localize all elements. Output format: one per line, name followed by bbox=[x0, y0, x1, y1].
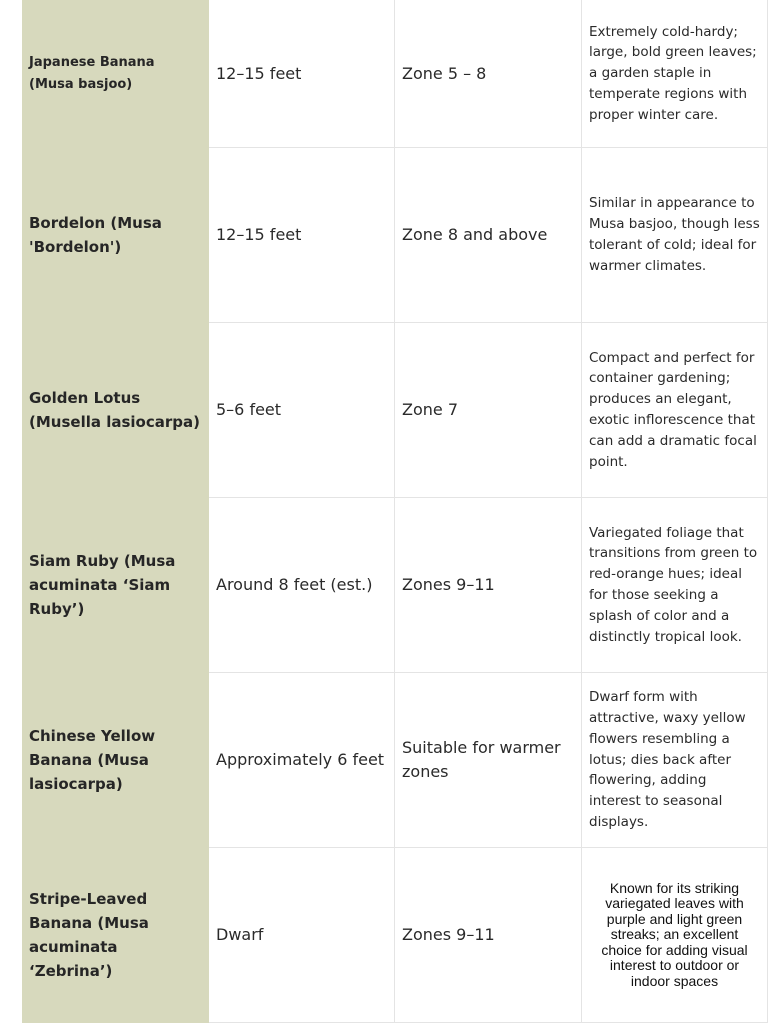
zone-cell bbox=[395, 323, 582, 498]
height-cell bbox=[209, 848, 395, 1023]
zone-cell bbox=[395, 673, 582, 848]
variety-notes: Extremely cold-hardy; large, bold green leaves; a garden staple in temperate regions with proper winter care. bbox=[589, 23, 757, 123]
notes-cell bbox=[582, 0, 768, 148]
height-cell bbox=[209, 673, 395, 848]
table-row bbox=[22, 498, 768, 673]
variety-name-cell bbox=[22, 148, 209, 323]
hardiness-zone: Zone 7 bbox=[402, 400, 458, 419]
variety-name: Bordelon (Musa 'Bordelon') bbox=[29, 214, 162, 256]
banana-varieties-table bbox=[22, 0, 768, 1023]
table-row bbox=[22, 148, 768, 323]
table-row bbox=[22, 673, 768, 848]
variety-name: Japanese Banana (Musa basjoo) bbox=[29, 54, 155, 92]
hardiness-zone: Suitable for warmer zones bbox=[402, 738, 561, 781]
variety-notes: Compact and perfect for container gardening; produces an elegant, exotic inflorescence that can add a dramatic focal point. bbox=[589, 349, 757, 470]
variety-name-cell bbox=[22, 848, 209, 1023]
zone-cell bbox=[395, 848, 582, 1023]
hardiness-zone: Zones 9–11 bbox=[402, 925, 495, 944]
hardiness-zone: Zones 9–11 bbox=[402, 575, 495, 594]
mature-height: Approximately 6 feet bbox=[216, 750, 385, 769]
variety-notes: Dwarf form with attractive, waxy yellow flowers resembling a lotus; dies back after flowering, adding interest to seasonal displays. bbox=[589, 689, 746, 830]
variety-name-cell bbox=[22, 323, 209, 498]
variety-name: Stripe-Leaved Banana (Musa acuminata ‘Zebrina’) bbox=[29, 890, 149, 980]
table-row bbox=[22, 0, 768, 148]
mature-height: 12–15 feet bbox=[216, 225, 302, 244]
notes-cell bbox=[582, 323, 768, 498]
variety-name: Siam Ruby (Musa acuminata ‘Siam Ruby’) bbox=[29, 552, 176, 618]
mature-height: Around 8 feet (est.) bbox=[216, 575, 373, 594]
variety-notes: Similar in appearance to Musa basjoo, though less tolerant of cold; ideal for warmer climates. bbox=[589, 195, 760, 274]
table-row bbox=[22, 848, 768, 1023]
zone-cell bbox=[395, 498, 582, 673]
height-cell bbox=[209, 0, 395, 148]
variety-name-cell bbox=[22, 0, 209, 148]
height-cell bbox=[209, 148, 395, 323]
mature-height: 5–6 feet bbox=[216, 400, 282, 419]
table-row bbox=[22, 323, 768, 498]
zone-cell bbox=[395, 0, 582, 148]
variety-name: Golden Lotus (Musella lasiocarpa) bbox=[29, 389, 200, 431]
hardiness-zone: Zone 5 – 8 bbox=[402, 63, 487, 83]
variety-notes: Known for its striking variegated leaves with purple and light green streaks; an excellent choice for adding visual interest to outdoor or indoor spaces bbox=[601, 879, 748, 989]
height-cell bbox=[209, 323, 395, 498]
variety-notes: Variegated foliage that transitions from green to red-orange hues; ideal for those seeking a splash of color and a distinctly tropical look. bbox=[589, 524, 758, 645]
notes-cell bbox=[582, 148, 768, 323]
variety-name-cell bbox=[22, 673, 209, 848]
variety-name-cell bbox=[22, 498, 209, 673]
hardiness-zone: Zone 8 and above bbox=[402, 225, 548, 244]
notes-cell bbox=[582, 498, 768, 673]
variety-name: Chinese Yellow Banana (Musa lasiocarpa) bbox=[29, 727, 156, 793]
mature-height: Dwarf bbox=[216, 925, 264, 944]
notes-cell bbox=[582, 848, 768, 1023]
mature-height: 12–15 feet bbox=[216, 63, 302, 83]
height-cell bbox=[209, 498, 395, 673]
zone-cell bbox=[395, 148, 582, 323]
notes-cell bbox=[582, 673, 768, 848]
